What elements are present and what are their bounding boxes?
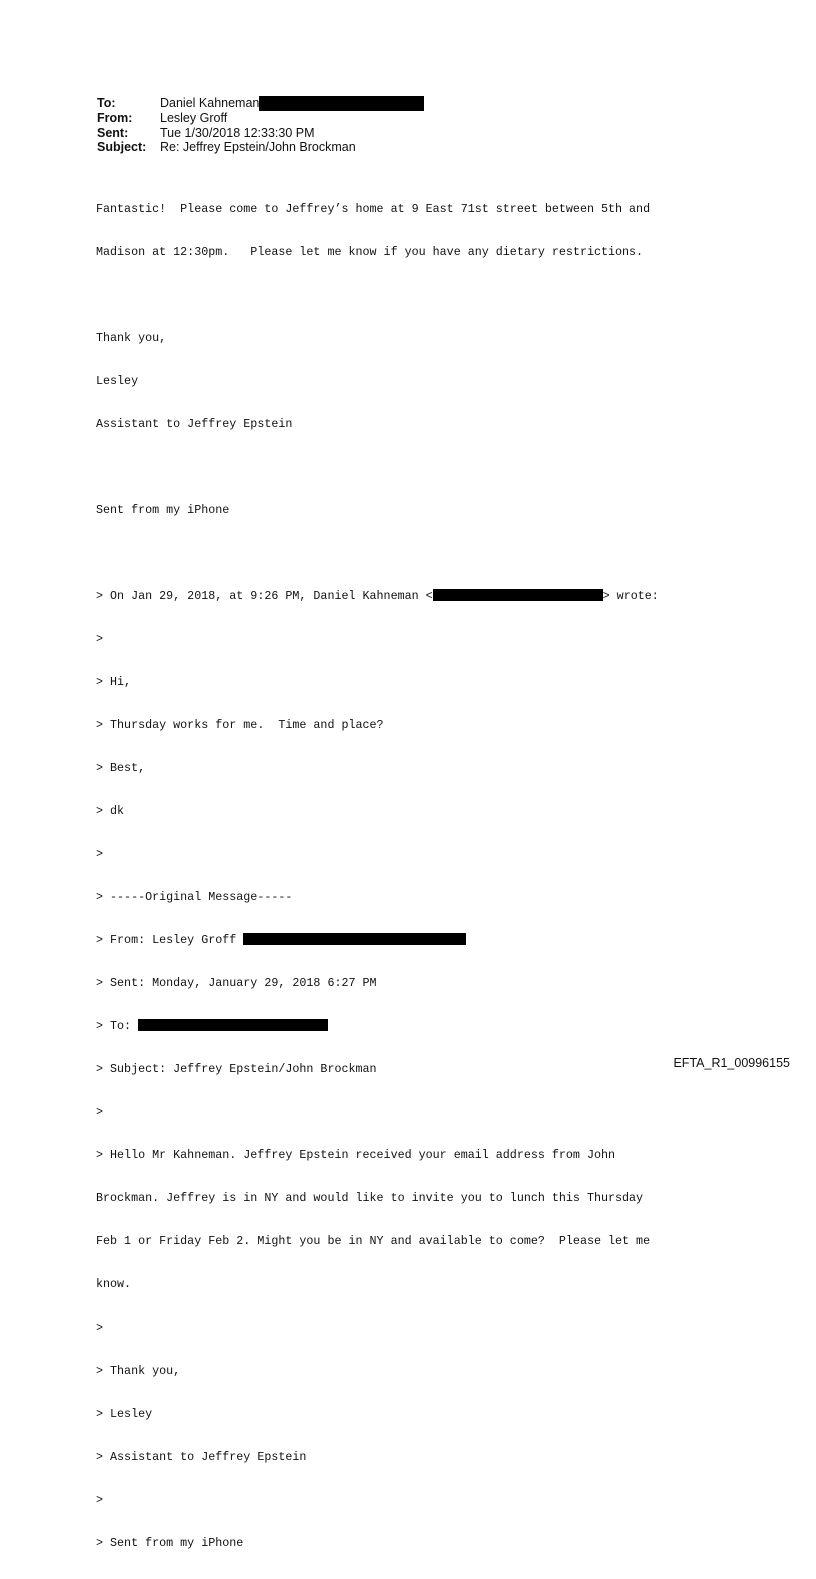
- quoted-to-line: [96, 1019, 659, 1033]
- quoted-line: Feb 1 or Friday Feb 2. Might you be in NY and available to come? Please let me: [96, 1234, 651, 1249]
- redaction-block: [433, 589, 603, 601]
- quote-header-wrote: > wrote:: [602, 588, 659, 603]
- sent-label: Sent:: [97, 125, 129, 140]
- subject-value: Re: Jeffrey Epstein/John Brockman: [160, 140, 356, 155]
- quoted-line: know.: [96, 1277, 132, 1292]
- quoted-line: > Hi,: [96, 675, 132, 690]
- quoted-line: > Assistant to Jeffrey Epstein: [96, 1449, 307, 1464]
- redaction-block: [259, 96, 424, 111]
- sent-from-line: Sent from my iPhone: [96, 502, 230, 517]
- quoted-line: > Sent from my iPhone: [96, 1535, 244, 1550]
- quoted-line: > dk: [96, 804, 125, 819]
- signoff-line: Thank you,: [96, 330, 167, 345]
- body-line: Fantastic! Please come to Jeffrey’s home at 9 East 71st street between 5th and: [96, 201, 651, 216]
- from-label: From:: [97, 111, 133, 125]
- sent-row: [97, 126, 424, 141]
- to-row: [97, 96, 424, 111]
- subject-row: [97, 140, 424, 155]
- email-header: [97, 96, 424, 155]
- quoted-from-line: [96, 933, 659, 947]
- quoted-line: >: [96, 1320, 104, 1335]
- quoted-line: >: [96, 1105, 104, 1120]
- quoted-line: > Thank you,: [96, 1363, 181, 1378]
- to-label: To:: [97, 96, 116, 111]
- email-body: [96, 173, 659, 1579]
- original-message-divider: > -----Original Message-----: [96, 890, 293, 905]
- blank-line: [96, 288, 659, 302]
- body-line: Madison at 12:30pm. Please let me know if you have any dietary restrictions.: [96, 244, 644, 259]
- quoted-line: > Best,: [96, 761, 146, 776]
- redaction-block: [243, 933, 466, 945]
- quoted-line: Brockman. Jeffrey is in NY and would like to invite you to lunch this Thursday: [96, 1191, 644, 1206]
- quoted-line: > Thursday works for me. Time and place?: [96, 718, 384, 733]
- from-row: [97, 111, 424, 126]
- signature-title: Assistant to Jeffrey Epstein: [96, 416, 293, 431]
- document-id: EFTA_R1_00996155: [673, 1056, 790, 1070]
- quote-header-line: [96, 589, 659, 603]
- quoted-from-text: > From: Lesley Groff: [96, 933, 244, 948]
- redaction-block: [138, 1019, 328, 1031]
- quoted-line: >: [96, 632, 104, 646]
- to-value: Daniel Kahneman: [160, 96, 260, 111]
- quoted-to-text: > To:: [96, 1019, 139, 1034]
- quoted-line: >: [96, 1492, 104, 1507]
- from-value: Lesley Groff: [160, 111, 228, 125]
- quoted-line: > Lesley: [96, 1406, 153, 1421]
- signature-name: Lesley: [96, 373, 139, 388]
- quote-header-text: > On Jan 29, 2018, at 9:26 PM, Daniel Kahneman <: [96, 588, 433, 603]
- sent-value: Tue 1/30/2018 12:33:30 PM: [160, 125, 315, 140]
- blank-line: [96, 546, 659, 560]
- quoted-sent-line: > Sent: Monday, January 29, 2018 6:27 PM: [96, 976, 377, 991]
- quoted-subject-line: > Subject: Jeffrey Epstein/John Brockman: [96, 1062, 377, 1077]
- subject-label: Subject:: [97, 140, 147, 155]
- quoted-line: > Hello Mr Kahneman. Jeffrey Epstein received your email address from John: [96, 1148, 616, 1163]
- quoted-line: >: [96, 847, 104, 862]
- blank-line: [96, 460, 659, 474]
